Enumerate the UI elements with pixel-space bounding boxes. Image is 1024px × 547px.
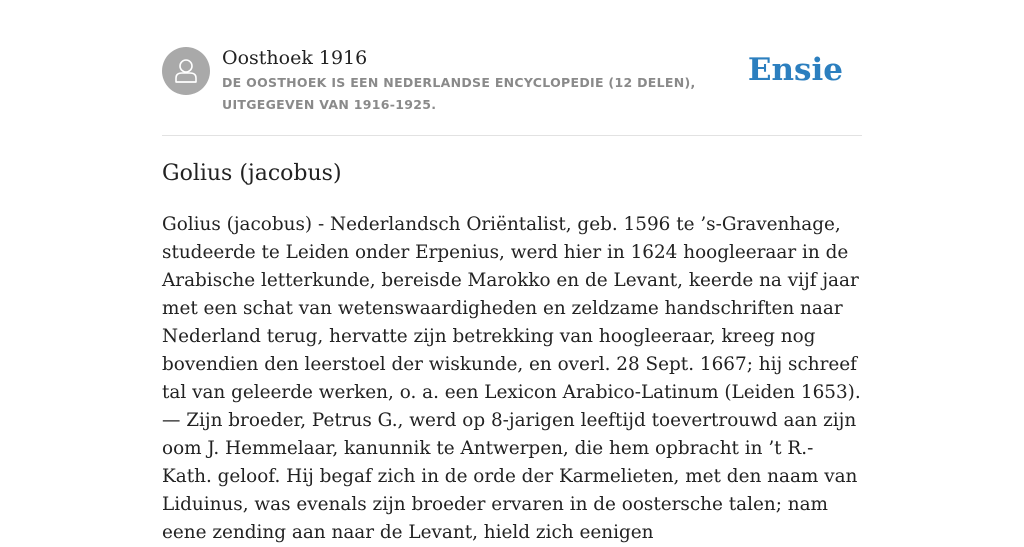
entry-body: Golius (jacobus) - Nederlandsch Oriëntalist, geb. 1596 te ’s-Gravenhage, studeerde te Leiden onder Erpenius, werd hier in 1624 hoogleeraar in de Arabische letterkunde, bereisde Marokko en de Levant, keerde na vijf jaar met een schat van wetenswaardigheden en zeldzame handschriften naar Nederland terug, hervatte zijn betrekking van hoogleeraar, kreeg nog bovendien den leerstoel der wiskunde, en overl. 28 Sept. 1667; hij schreef tal van geleerde werken, o. a. een Lexicon Arabico-Latinum (Leiden 1653). — Zijn broeder, Petrus G., werd op 8-jarigen leeftijd toevertrouwd aan zijn oom J. Hemmelaar, kanunnik te Antwerpen, die hem opbracht in ’t R.-Kath. geloof. Hij begaf zich in de orde der Karmelieten, met den naam van Liduinus, was evenals zijn broeder ervaren in de oostersche talen; nam eene zending aan naar de Levant, hield zich eenigen: [162, 214, 861, 543]
entry-title: Golius (jacobus): [162, 161, 342, 186]
source-title[interactable]: Oosthoek 1916: [222, 47, 368, 69]
user-placeholder-icon: [162, 47, 210, 95]
source-description: DE OOSTHOEK IS EEN NEDERLANDSE ENCYCLOPEDIE (12 DELEN), UITGEGEVEN VAN 1916-1925.: [222, 75, 696, 112]
source-header: [162, 0, 862, 136]
page-container: [162, 0, 862, 543]
source-avatar[interactable]: [162, 47, 210, 95]
ensie-logo[interactable]: Ensie: [747, 52, 843, 88]
